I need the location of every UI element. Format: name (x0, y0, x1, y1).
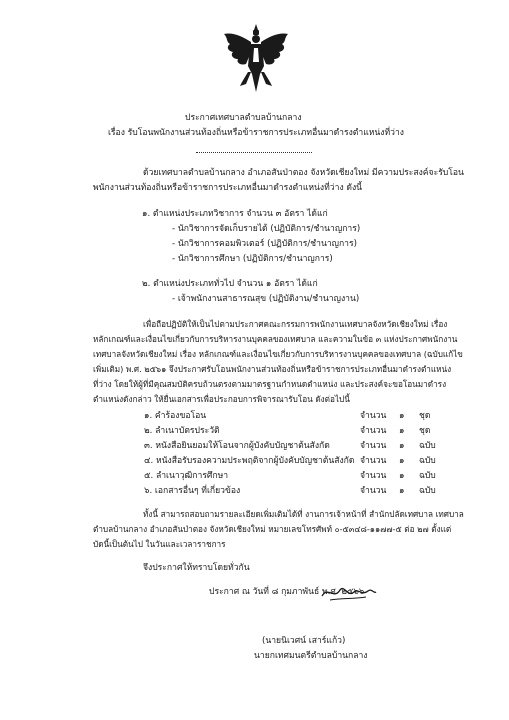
body-line-1: เพื่อถือปฏิบัติให้เป็นไปตามประกาศคณะกรรมการพนักงานเทศบาลจังหวัดเชียงใหม่ เรื่อง (143, 319, 448, 329)
quantity-value: ๑ (399, 486, 405, 496)
document-name: ๔. หนังสือรับรองความประพฤติจากผู้บังคับบัญชาต้นสังกัด (144, 456, 355, 466)
contact-line-1: ทั้งนี้ สามารถสอบถามรายละเอียดเพิ่มเติมได้ที่ งานการเจ้าหน้าที่ สำนักปลัดเทศบาล เทศบาล (143, 509, 464, 519)
list-item: - นักวิชาการคอมพิวเตอร์ (ปฏิบัติการ/ชำนาญการ) (172, 239, 357, 249)
intro-line-1: ด้วยเทศบาลตำบลบ้านกลาง อำเภอสันป่าตอง จังหวัดเชียงใหม่ มีความประสงค์จะรับโอน (143, 168, 464, 178)
body-line-2: หลักเกณฑ์และเงื่อนไขเกี่ยวกับการบริหารงานบุคคลของเทศบาล และความในข้อ ๓ แห่งประกาศพนักงาน (93, 334, 458, 344)
section-2-heading: ๒. ตำแหน่งประเภททั่วไป จำนวน ๑ อัตรา ได้แก่ (142, 279, 318, 289)
quantity-unit: ฉบับ (419, 486, 436, 496)
document-row (144, 485, 444, 497)
quantity-value: ๑ (399, 426, 405, 436)
document-name: ๒. ลำเนาบัตรประวัติ (144, 426, 220, 436)
document-row (144, 410, 444, 422)
contact-line-2: ตำบลบ้านกลาง อำเภอสันป่าตอง จังหวัดเชียงใหม่ หมายเลขโทรศัพท์ ๐-๕๓๔๘-๑๑๗๗-๕ ต่อ ๒๗ ตั้งแต่ (93, 524, 452, 534)
quantity-label: จำนวน (360, 426, 387, 436)
signature-icon (318, 582, 378, 604)
subject-line: เรื่อง รับโอนพนักงานส่วนท้องถิ่นหรือข้าราชการประเภทอื่นมาดำรงตำแหน่งที่ว่าง (108, 128, 405, 138)
document-row (144, 470, 444, 482)
garuda-emblem-icon (218, 22, 294, 94)
quantity-label: จำนวน (360, 471, 387, 481)
issuing-office: ประกาศเทศบาลตำบลบ้านกลาง (185, 113, 302, 123)
list-item: - นักวิชาการศึกษา (ปฏิบัติการ/ชำนาญการ) (172, 254, 333, 264)
signatory-title: นายกเทศมนตรีตำบลบ้านกลาง (254, 651, 368, 661)
document-row (144, 425, 444, 437)
document-row (144, 440, 444, 452)
quantity-value: ๑ (399, 471, 405, 481)
closing-statement: จึงประกาศให้ทราบโดยทั่วกัน (143, 563, 250, 573)
intro-line-2: พนักงานส่วนท้องถิ่นหรือข้าราชการประเภทอื่นมาดำรงตำแหน่งที่ว่าง ดังนี้ (93, 183, 363, 193)
body-line-6: ตำแหน่งดังกล่าว ให้ยื่นเอกสารเพื่อประกอบการพิจารณารับโอน ดังต่อไปนี้ (93, 394, 350, 404)
quantity-label: จำนวน (360, 456, 387, 466)
announcement-date: ประกาศ ณ วันที่ ๘ กุมภาพันธ์ พ.ศ. ๒๕๖๖ (209, 587, 365, 597)
body-line-5: ที่ว่าง โดยให้ผู้ที่มีคุณสมบัติครบถ้วนตรงตามมาตรฐานกำหนดตำแหน่ง และประสงค์จะขอโอนมาดำรง (93, 379, 447, 389)
contact-line-3: บัดนี้เป็นต้นไป ในวันและเวลาราชการ (93, 539, 226, 549)
header-divider (196, 152, 312, 153)
quantity-label: จำนวน (360, 486, 387, 496)
list-item: - นักวิชาการจัดเก็บรายได้ (ปฏิบัติการ/ชำนาญการ) (172, 224, 361, 234)
quantity-unit: ฉบับ (419, 456, 436, 466)
document-name: ๓. หนังสือยินยอมให้โอนจากผู้บังคับบัญชาต้นสังกัด (144, 441, 330, 451)
list-item: - เจ้าพนักงานสาธารณสุข (ปฏิบัติงาน/ชำนาญงาน) (172, 294, 360, 304)
quantity-value: ๑ (399, 456, 405, 466)
body-line-4: เพิ่มเติม) พ.ศ. ๒๕๖๑ จึงประกาศรับโอนพนักงานส่วนท้องถิ่นหรือข้าราชการประเภทอื่นมาดำรงตำแหน่ง (93, 364, 452, 374)
body-line-3: เทศบาลจังหวัดเชียงใหม่ เรื่อง หลักเกณฑ์และเงื่อนไขเกี่ยวกับการบริหารงานบุคคลของเทศบาล (ฉบับแก้ไข (93, 349, 463, 359)
section-1-heading: ๑. ตำแหน่งประเภทวิชาการ จำนวน ๓ อัตรา ได้แก่ (142, 209, 328, 219)
document-name: ๖. เอกสารอื่นๆ ที่เกี่ยวข้อง (144, 486, 241, 496)
document-name: ๑. คำร้องขอโอน (144, 411, 207, 421)
quantity-unit: ชุด (419, 426, 431, 436)
quantity-unit: ฉบับ (419, 471, 436, 481)
signatory-name: (นายนิเวศน์ เสาร์แก้ว) (262, 636, 346, 646)
quantity-value: ๑ (399, 411, 405, 421)
quantity-label: จำนวน (360, 441, 387, 451)
quantity-value: ๑ (399, 441, 405, 451)
quantity-label: จำนวน (360, 411, 387, 421)
quantity-unit: ฉบับ (419, 441, 436, 451)
document-row (144, 455, 444, 467)
document-name: ๕. ลำเนาวุฒิการศึกษา (144, 471, 229, 481)
quantity-unit: ชุด (419, 411, 431, 421)
